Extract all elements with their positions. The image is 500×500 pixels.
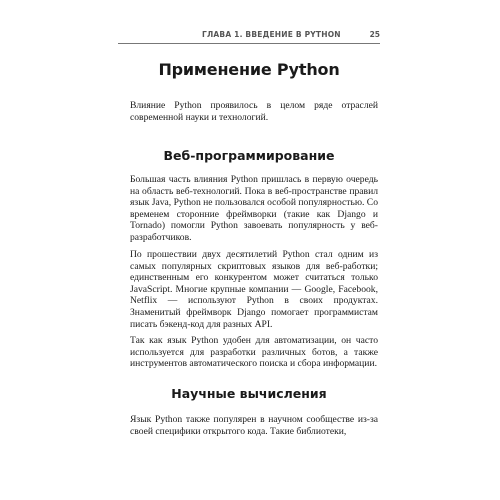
header-divider <box>118 43 380 44</box>
web-paragraph-1: Большая часть влияния Python пришлась в первую очередь на область веб-технологий. Пока в веб-пространстве правил язык Java, Python не пользовался особой популярностью. Со временем сторонние фреймворки (такие как Django и Tornado) помогли Python завоевать популярность у веб-разработчиков. <box>130 174 378 243</box>
page-title: Применение Python <box>158 60 340 79</box>
web-paragraph-2: По прошествии двух десятилетий Python стал одним из самых популярных скриптовых языков для веб-работки; единственным его конкурентом может считаться только JavaScript. Многие крупные компании — Google, Facebook, Netflix — используют Python в своих продуктах. Знаменитый фреймворк Django помогает программистам писать бэкенд-код для разных API. <box>130 249 378 330</box>
web-paragraph-3: Так как язык Python удобен для автоматизации, он часто используется для разработки различных ботов, а также инструментов автоматического поиска и сбора информации. <box>130 335 378 370</box>
page-number: 25 <box>369 30 380 39</box>
science-paragraph-1: Язык Python также популярен в научном сообществе из-за своей специфики открытого кода. Такие библиотеки, <box>130 414 378 437</box>
running-header <box>118 30 380 44</box>
section-heading-web: Веб-программирование <box>163 148 335 163</box>
chapter-title: ГЛАВА 1. ВВЕДЕНИЕ В PYTHON <box>202 30 341 39</box>
section-heading-science: Научные вычисления <box>171 386 327 401</box>
intro-paragraph: Влияние Python проявилось в целом ряде отраслей современной науки и технологий. <box>130 100 378 123</box>
